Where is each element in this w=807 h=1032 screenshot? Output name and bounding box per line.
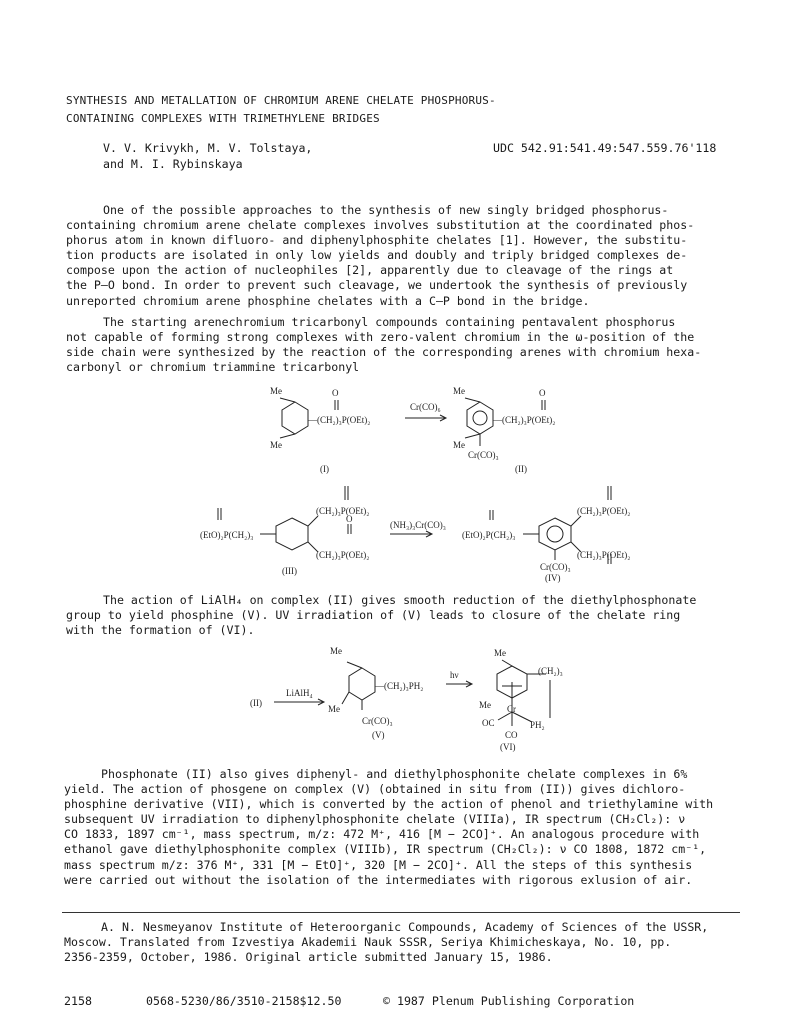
benzene-ring-IV	[539, 518, 571, 550]
phosphonate-group: (EtO)₂P(CH₂)₃	[462, 530, 516, 540]
compound-label: (IV)	[545, 573, 561, 583]
paragraph-4	[64, 767, 713, 888]
authors-line-1: V. V. Krivykh, M. V. Tolstaya,	[103, 141, 313, 155]
text-line: subsequent UV irradiation to diphenylphosphonite chelate (VIIIa), IR spectrum (CH₂Cl₂): ν	[64, 812, 686, 827]
text-line: with the formation of (VI).	[66, 623, 255, 638]
reagent-label: LiAlH₄	[286, 688, 313, 698]
phosphonate-chain: (CH₂)₃P(OEt)₂	[316, 550, 370, 560]
compound-label: (V)	[372, 730, 385, 740]
text-line: unreported chromium arene phosphine chelates with a C—P bond in the bridge.	[66, 293, 590, 308]
page-number: 2158	[64, 994, 92, 1008]
benzene-ring-II	[467, 402, 493, 434]
oxygen-label: O	[346, 514, 353, 524]
benzene-ring-V	[349, 668, 375, 700]
benzene-ring-III	[276, 518, 308, 550]
text-line: yield. The action of phosgene on complex (V) (obtained in situ from (II)) gives dichloro-	[64, 782, 686, 797]
paragraph-2	[66, 315, 701, 375]
methyl-label: Me	[270, 440, 282, 450]
irradiation-label: hν	[450, 670, 459, 680]
publication-code: 0568-5230/86/3510-2158$12.50	[146, 994, 342, 1008]
text-line: containing chromium arene chelate complexes involves substitution at the coordinated phos-	[66, 218, 695, 233]
text-line: One of the possible approaches to the synthesis of new singly bridged phosphorus-	[103, 203, 669, 217]
phosphonate-chain: —(CH₂)₃P(OEt)₂	[493, 415, 556, 425]
methyl-label: Me	[453, 440, 465, 450]
reagent-label: (NH₃)₃Cr(CO)₃	[390, 520, 446, 530]
text-line: side chain were synthesized by the reaction of the corresponding arenes with chromium hexa-	[66, 345, 702, 360]
reaction-scheme-3	[250, 646, 570, 752]
paragraph-1	[66, 203, 694, 309]
phosphonate-chain: (CH₂)₃P(OEt)₂	[577, 506, 631, 516]
text-line: phorus atom in known difluoro- and diphenylphosphite chelates [1]. However, the substitu-	[66, 233, 688, 248]
benzene-ring-I	[282, 402, 308, 434]
title-line-1: SYNTHESIS AND METALLATION OF CHROMIUM ARENE CHELATE PHOSPHORUS-	[66, 94, 496, 107]
text-line: The action of LiAlH₄ on complex (II) gives smooth reduction of the diethylphosphonate	[103, 593, 697, 607]
oxygen-label: O	[539, 388, 546, 398]
methyl-label: Me	[328, 704, 340, 714]
compound-label: (II)	[515, 464, 527, 474]
text-line: ethanol gave diethylphosphonite complex (VIIIb), IR spectrum (CH₂Cl₂): ν CO 1808, 1872 cm⁻¹,	[64, 842, 707, 857]
footnote	[64, 920, 708, 965]
text-line: Phosphonate (II) also gives diphenyl- and diethylphosphonite chelate complexes in 6%	[101, 767, 688, 781]
title-line-2: CONTAINING COMPLEXES WITH TRIMETHYLENE BRIDGES	[66, 112, 380, 125]
carbonyl-label: CO	[505, 730, 518, 740]
phosphonate-chain: (CH₂)₃P(OEt)₂	[577, 550, 631, 560]
phosphonate-chain: —(CH₂)₃P(OEt)₂	[308, 415, 371, 425]
oxygen-label: O	[332, 388, 339, 398]
phosphine-chain: —(CH₂)₃PH₂	[375, 681, 424, 691]
phosphonate-chain: (CH₂)₃P(OEt)₂	[316, 506, 370, 516]
compound-label: (III)	[282, 566, 297, 576]
text-line: A. N. Nesmeyanov Institute of Heteroorganic Compounds, Academy of Sciences of the USSR,	[101, 920, 709, 934]
text-line: were carried out without the isolation of the intermediates with rigorous exlusion of air.	[64, 872, 693, 887]
paragraph-3	[66, 593, 696, 638]
udc-code: UDC 542.91:541.49:547.559.76'118	[493, 141, 717, 155]
text-line: the P—O bond. In order to prevent such cleavage, we undertook the synthesis of previously	[66, 278, 688, 293]
phosphine-label: PH₂	[530, 720, 545, 730]
methyl-label: Me	[453, 386, 465, 396]
chromium-tricarbonyl: Cr(CO)₃	[468, 450, 499, 460]
text-line: group to yield phosphine (V). UV irradiation of (V) leads to closure of the chelate ring	[66, 608, 681, 623]
reaction-scheme-2	[200, 478, 631, 583]
methyl-label: Me	[494, 648, 506, 658]
compound-label: (II)	[250, 698, 262, 708]
authors-line-2: and M. I. Rybinskaya	[103, 157, 243, 171]
reagent-label: Cr(CO)₆	[410, 402, 441, 412]
text-line: CO 1833, 1897 cm⁻¹, mass spectrum, m/z: 472 M⁺, 416 [M − 2CO]⁺. An analogous procedure with	[64, 827, 700, 842]
methyl-label: Me	[270, 386, 282, 396]
carbonyl-label: OC	[482, 718, 495, 728]
text-line: not capable of forming strong complexes with zero-valent chromium in the ω-position of the	[66, 330, 695, 345]
text-line: Moscow. Translated from Izvestiya Akademii Nauk SSSR, Seriya Khimicheskaya, No. 10, pp.	[64, 935, 672, 950]
text-line: carbonyl or chromium triammine tricarbonyl	[66, 360, 360, 375]
footnote-rule	[62, 912, 740, 913]
trimethylene-label: (CH₂)₃	[538, 666, 563, 676]
phosphonate-group: (EtO)₂P(CH₂)₃	[200, 530, 254, 540]
chromium-tricarbonyl: Cr(CO)₃	[362, 716, 393, 726]
text-line: mass spectrum m/z: 376 M⁺, 331 [M − EtO]⁺, 320 [M − 2CO]⁺. All the steps of this synthesis	[64, 857, 693, 872]
methyl-label: Me	[479, 700, 491, 710]
text-line: phosphine derivative (VII), which is converted by the action of phenol and triethylamine with	[64, 797, 714, 812]
reaction-scheme-1	[250, 380, 570, 480]
text-line: compose upon the action of nucleophiles [2], apparently due to cleavage of the rings at	[66, 263, 674, 278]
text-line: tion products are isolated in only low yields and doubly and triply bridged complexes de-	[66, 248, 688, 263]
text-line: 2356-2359, October, 1986. Original article submitted January 15, 1986.	[64, 950, 553, 965]
compound-label: (I)	[320, 464, 329, 474]
text-line: The starting arenechromium tricarbonyl compounds containing pentavalent phosphorus	[103, 315, 676, 329]
methyl-label: Me	[330, 646, 342, 656]
chromium-label: Cr	[507, 704, 516, 714]
compound-label: (VI)	[500, 742, 516, 752]
chromium-tricarbonyl: Cr(CO)₃	[540, 562, 571, 572]
copyright-notice: © 1987 Plenum Publishing Corporation	[383, 994, 635, 1008]
